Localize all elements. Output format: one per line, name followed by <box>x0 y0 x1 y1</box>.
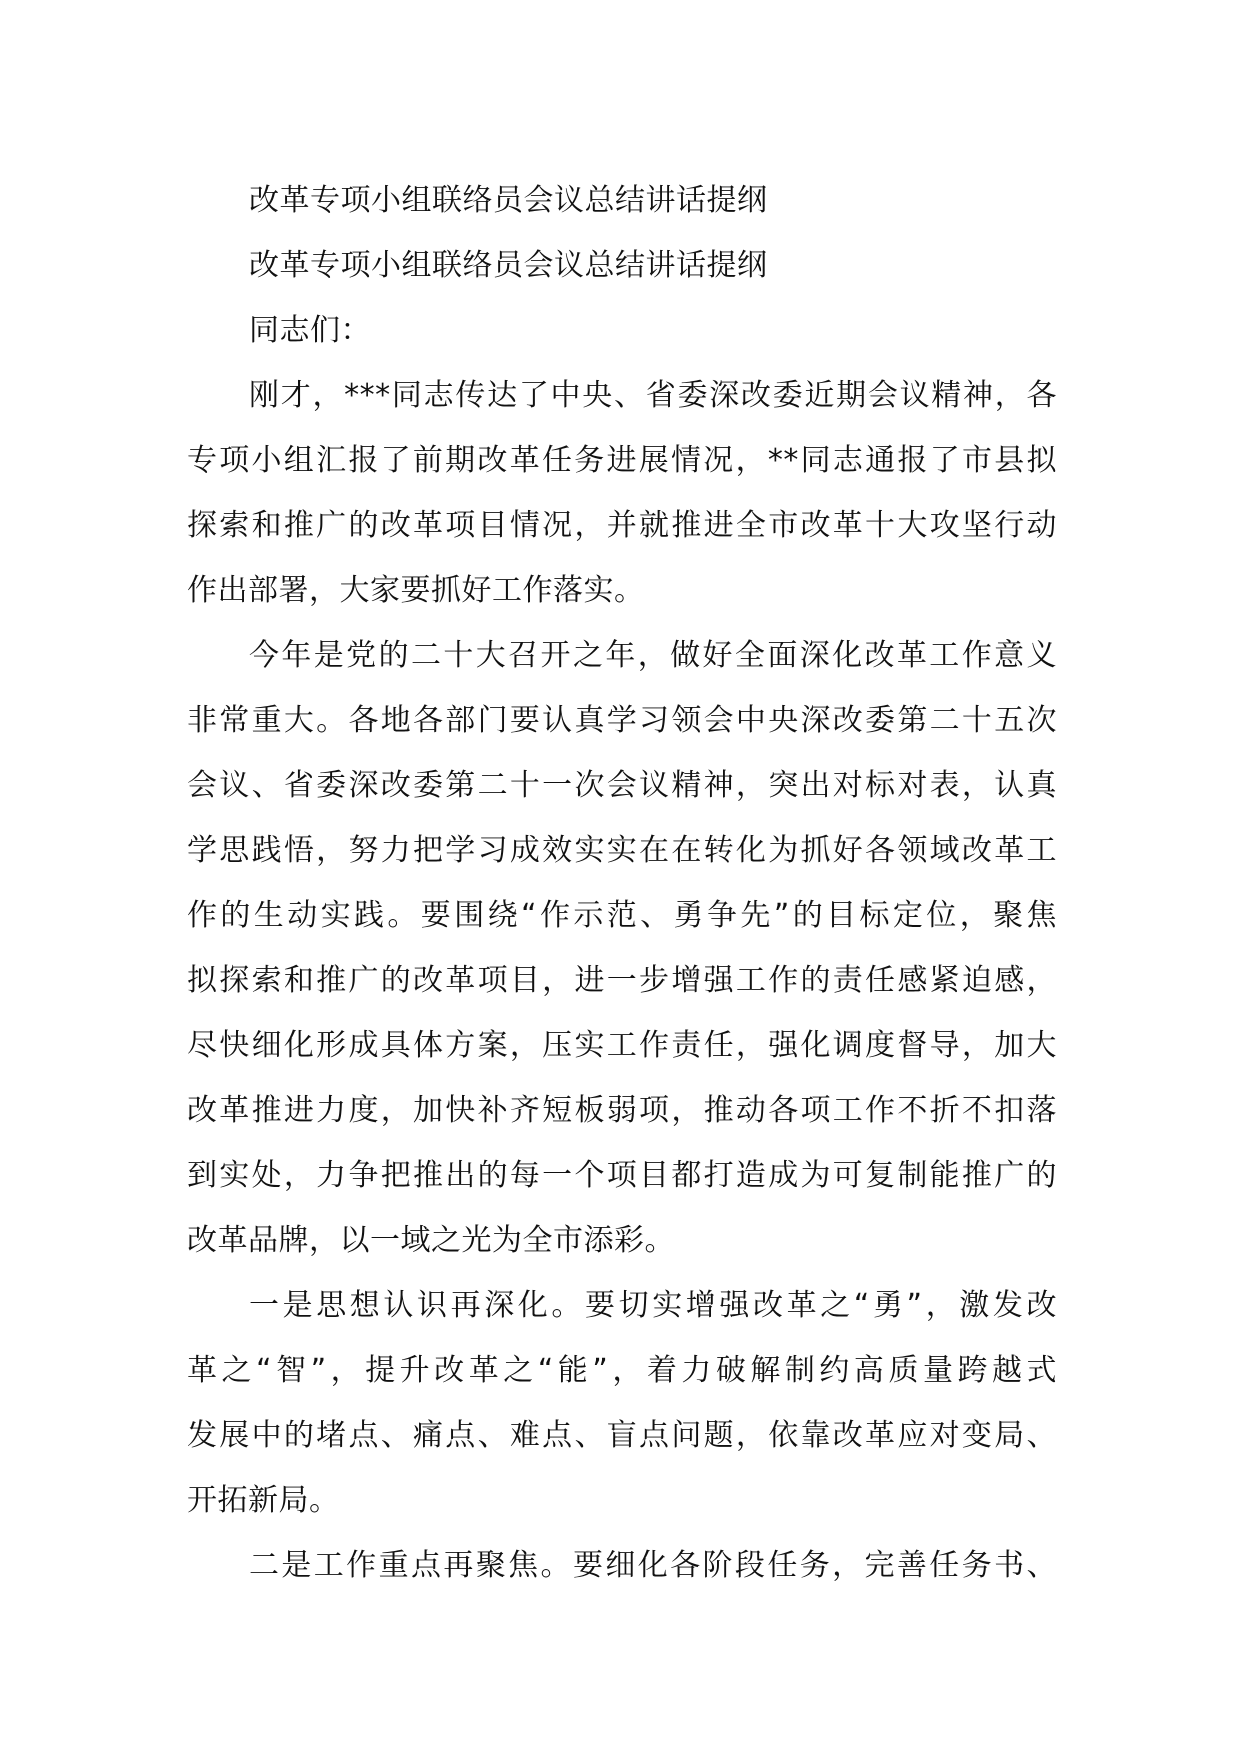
paragraph-line: 二是工作重点再聚焦。要细化各阶段任务，完善任务书、 <box>249 1548 1057 1583</box>
paragraph-1 <box>187 363 1057 623</box>
paragraph-line: 发展中的堵点、痛点、难点、盲点问题，依靠改革应对变局、 <box>187 1418 1057 1453</box>
document-body <box>187 168 1057 1598</box>
document-title: 改革专项小组联络员会议总结讲话提纲 <box>249 183 768 218</box>
paragraph-line: 刚才，***同志传达了中央、省委深改委近期会议精神，各 <box>249 378 1057 413</box>
paragraph-line: 尽快细化形成具体方案，压实工作责任，强化调度督导，加大 <box>187 1028 1057 1063</box>
paragraph-line: 今年是党的二十大召开之年，做好全面深化改革工作意义 <box>249 638 1057 673</box>
paragraph-4 <box>187 1533 1057 1598</box>
document-title-repeat: 改革专项小组联络员会议总结讲话提纲 <box>249 248 768 283</box>
paragraph-line: 专项小组汇报了前期改革任务进展情况，**同志通报了市县拟 <box>187 443 1057 478</box>
paragraph-line: 一是思想认识再深化。要切实增强改革之“勇”，激发改 <box>249 1288 1057 1323</box>
paragraph-line: 探索和推广的改革项目情况，并就推进全市改革十大攻坚行动 <box>187 508 1057 543</box>
paragraph-line: 拟探索和推广的改革项目，进一步增强工作的责任感紧迫感， <box>187 963 1057 998</box>
paragraph-2 <box>187 623 1057 1273</box>
paragraph-line: 改革品牌，以一域之光为全市添彩。 <box>187 1223 675 1258</box>
paragraph-3 <box>187 1273 1057 1533</box>
paragraph-line: 到实处，力争把推出的每一个项目都打造成为可复制能推广的 <box>187 1158 1057 1193</box>
paragraph-line: 革之“智”，提升改革之“能”，着力破解制约高质量跨越式 <box>187 1353 1057 1388</box>
paragraph-line: 开拓新局。 <box>187 1483 340 1518</box>
paragraph-line: 学思践悟，努力把学习成效实实在在转化为抓好各领域改革工 <box>187 833 1057 868</box>
paragraph-line: 作出部署，大家要抓好工作落实。 <box>187 573 645 608</box>
paragraph-line: 会议、省委深改委第二十一次会议精神，突出对标对表，认真 <box>187 768 1057 803</box>
paragraph-line: 改革推进力度，加快补齐短板弱项，推动各项工作不折不扣落 <box>187 1093 1057 1128</box>
paragraph-line: 非常重大。各地各部门要认真学习领会中央深改委第二十五次 <box>187 703 1057 738</box>
paragraph-line: 作的生动实践。要围绕“作示范、勇争先”的目标定位，聚焦 <box>187 898 1057 933</box>
salutation: 同志们： <box>249 313 371 348</box>
